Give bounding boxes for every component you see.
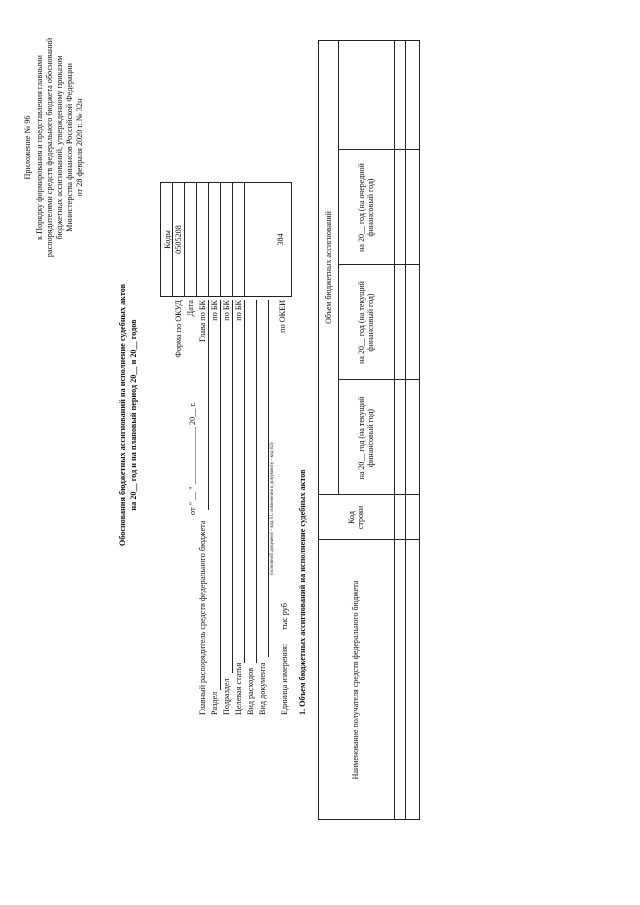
appendix-title: Приложение № 96 xyxy=(23,115,32,180)
field-line xyxy=(232,300,233,673)
vid-rashodov-label: Вид расходов xyxy=(246,667,255,715)
codes-divider xyxy=(220,182,221,297)
podrazdel-label: Подраздел xyxy=(222,678,231,715)
col-header-code: Код строки xyxy=(346,505,365,530)
doc-title-line-1: Обоснования бюджетных ассигнований на исполнение судебных актов xyxy=(118,283,127,547)
celevaya-label: Целевая статья xyxy=(234,662,243,715)
codes-divider xyxy=(172,182,173,297)
vid-code-label: по БК xyxy=(234,300,243,321)
unit-value: тыс руб xyxy=(280,603,289,630)
field-line xyxy=(244,300,245,663)
unit-label: Единица измерения: xyxy=(280,643,289,715)
vid-dokumenta-note: (основной документ - код 01; изменения к документу - код 02) xyxy=(270,442,275,575)
col-header-volume: Объем бюджетных ассигнований xyxy=(323,211,333,324)
field-line xyxy=(220,300,221,690)
table-line xyxy=(338,149,420,150)
okei-label: по ОКЕИ xyxy=(278,300,287,333)
col-header-year-current-alt: на 20__ год (на текущий финансовый год) xyxy=(356,396,375,480)
razdel-label: Раздел xyxy=(210,691,219,715)
codes-divider xyxy=(184,182,185,297)
table-line xyxy=(405,40,406,820)
doc-title-line-2: на 20__ год и на плановый период 20__ и 20__ годов xyxy=(129,319,138,511)
date-label: Дата xyxy=(186,300,195,317)
glava-label: Глава по БК xyxy=(198,300,207,342)
section-1-title: 1. Объем бюджетных ассигнований на исполнение судебных актов xyxy=(298,469,307,715)
okud-label: Форма по ОКУД xyxy=(174,300,183,358)
codes-divider xyxy=(244,182,245,297)
table-line xyxy=(394,40,395,820)
appendix-line-4: Министерства финансов Российской Федерации xyxy=(65,63,74,232)
okei-value: 384 xyxy=(276,233,285,246)
col-header-name: Наименование получателя средств федерального бюджета xyxy=(351,580,361,780)
appendix-line-2: распорядителями средств федерального бюджета обоснований xyxy=(45,37,54,258)
table-line xyxy=(338,40,339,495)
field-line xyxy=(268,300,269,657)
vid-dokumenta-label: Вид документа xyxy=(258,662,267,715)
date-line: от " __ " ______________ 20__ г. xyxy=(188,402,197,515)
field-line xyxy=(256,300,257,663)
appendix-line-5: от 28 февраля 2020 г. № 32н xyxy=(75,98,84,197)
codes-divider xyxy=(208,182,209,297)
field-line xyxy=(208,300,209,510)
razdel-code-label: по БК xyxy=(210,300,219,321)
table-line xyxy=(338,264,420,265)
appendix-line-1: к Порядку формирования и представления главными xyxy=(35,55,44,240)
col-header-year-current: на 20__ год (на текущий финансовый год) xyxy=(356,281,375,364)
codes-divider xyxy=(196,182,197,297)
okud-value: 0505208 xyxy=(174,225,183,254)
codes-divider xyxy=(232,182,233,297)
appendix-line-3: бюджетных ассигнований, утвержденному приказом xyxy=(55,55,64,240)
col-header-year-next: на 20__ год (на очередной финансовый год) xyxy=(356,163,375,252)
table-line xyxy=(338,379,420,380)
manager-label: Главный распорядитель средств федерального бюджета xyxy=(198,520,207,715)
celevaya-code-label: по БК xyxy=(222,300,231,321)
codes-header: Коды xyxy=(163,230,172,249)
